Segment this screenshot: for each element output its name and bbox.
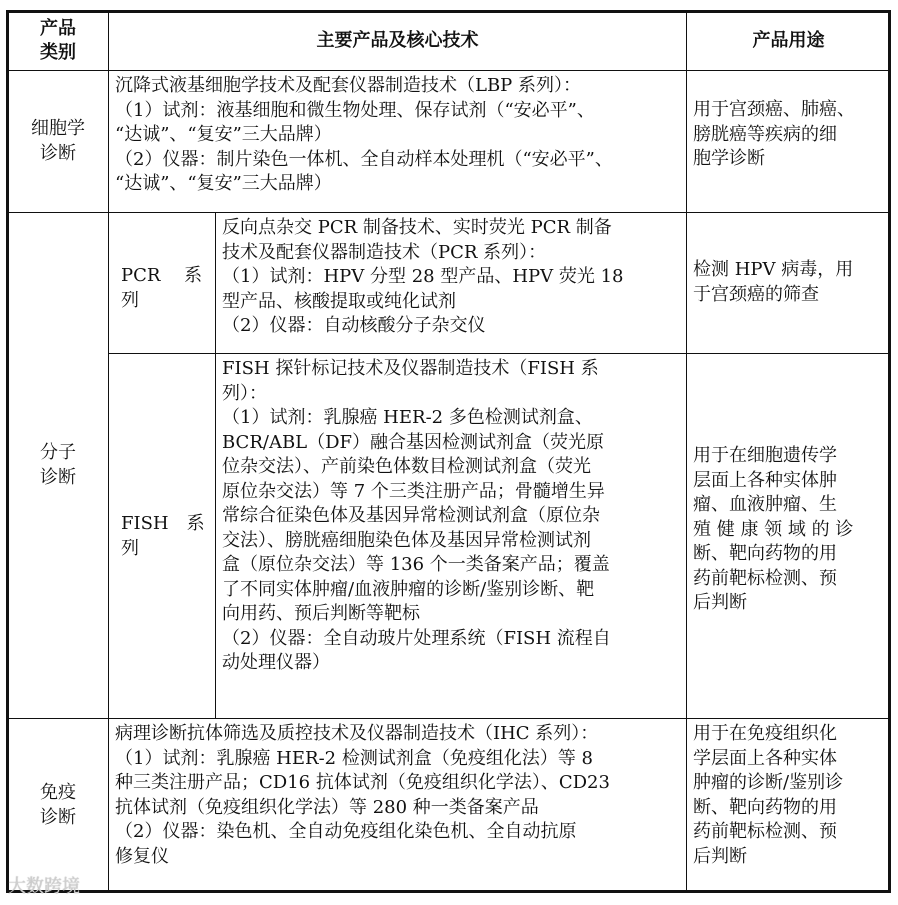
pcr-products (215, 212, 687, 354)
cytology-category (7, 70, 109, 213)
text-line: 原位杂交法）等 7 个三类注册产品；骨髓增生异 (222, 480, 605, 502)
text-line: 类别 (40, 42, 76, 63)
text-line: 层面上各种实体肿 (693, 469, 837, 491)
header-usage-text: 产品用途 (752, 29, 825, 51)
text-line: 诊断 (40, 806, 76, 828)
header-usage (686, 11, 891, 71)
text-line: 细胞学 (31, 118, 85, 139)
text-line: 种三类注册产品；CD16 抗体试剂（免疫组织化学法）、CD23 (115, 772, 610, 793)
text-line: 盒（原位杂交法）等 136 个一类备案产品；覆盖 (222, 554, 610, 575)
text-line: 断、靶向药物的用 (693, 796, 837, 818)
fish-products (215, 353, 687, 719)
text-line: 病理诊断抗体筛选及质控技术及仪器制造技术（IHC 系列）： (115, 723, 599, 744)
text-line: 位杂交法）、产前染色体数目检测试剂盒（荧光 (222, 456, 591, 477)
text-line: 抗体试剂（免疫组织化学法）等 280 种一类备案产品 (115, 796, 539, 818)
text-line: 交法）、膀胱癌细胞染色体及基因异常检测试剂 (222, 529, 591, 551)
text-line: 技术及配套仪器制造技术（PCR 系列）： (222, 241, 547, 263)
text-line: 断、靶向药物的用 (693, 543, 837, 564)
text-line: 列 (121, 289, 139, 311)
text-line: 于宫颈癌的筛查 (693, 283, 819, 305)
text-line: 用于在细胞遗传学 (693, 445, 837, 466)
cytology-products (108, 70, 687, 213)
text-line: 免疫 (40, 782, 76, 803)
immuno-usage (686, 718, 891, 893)
text-line: 药前靶标检测、预 (693, 567, 837, 589)
cytology-usage (686, 70, 891, 213)
text-line: 反向点杂交 PCR 制备技术、实时荧光 PCR 制备 (222, 217, 612, 238)
text-line: （2）仪器：全自动玻片处理系统（FISH 流程自 (222, 627, 611, 649)
text-line: 动处理仪器） (222, 652, 330, 673)
text-line: 学层面上各种实体 (693, 747, 837, 769)
text-line: BCR/ABL（DF）融合基因检测试剂盒（荧光原 (222, 431, 605, 453)
molecular-category (7, 212, 109, 719)
header-products (108, 11, 687, 71)
text-line: 列 (121, 537, 139, 559)
text-line: PCR 系 (121, 265, 203, 286)
immuno-category (7, 718, 109, 893)
text-line: （1）试剂：液基细胞和微生物处理、保存试剂（“安必平”、 (115, 99, 595, 121)
text-line: 修复仪 (115, 845, 169, 867)
text-line: 用于宫颈癌、肺癌、 (693, 99, 855, 120)
pcr-subcategory (108, 212, 216, 354)
text-line: （2）仪器：制片染色一体机、全自动样本处理机（“安必平”、 (115, 148, 613, 170)
text-line: （1）试剂：乳腺癌 HER-2 多色检测试剂盒、 (222, 407, 593, 428)
text-line: FISH 系 (121, 513, 205, 534)
text-line: 了不同实体肿瘤/血液肿瘤的诊断/鉴别诊断、靶 (222, 578, 595, 600)
text-line: 沉降式液基细胞学技术及配套仪器制造技术（LBP 系列）： (115, 75, 582, 96)
text-line: 型产品、核酸提取或纯化试剂 (222, 290, 456, 312)
text-line: 后判断 (693, 845, 747, 867)
immuno-products (108, 718, 687, 893)
header-products-text: 主要产品及核心技术 (316, 29, 479, 51)
text-line: 瘤、血液肿瘤、生 (693, 494, 837, 515)
text-line: “达诚”、“复安”三大品牌） (115, 124, 332, 145)
text-line: 检测 HPV 病毒，用 (693, 259, 854, 280)
text-line: 肿瘤的诊断/鉴别诊 (693, 772, 844, 793)
text-line: 分子 (40, 442, 76, 463)
text-line: 后判断 (693, 592, 747, 613)
text-line: 常综合征染色体及基因异常检测试剂盒（原位杂 (222, 505, 600, 526)
text-line: 诊断 (40, 466, 76, 488)
text-line: FISH 探针标记技术及仪器制造技术（FISH 系 (222, 358, 599, 379)
text-line: “达诚”、“复安”三大品牌） (115, 173, 332, 194)
header-category (7, 11, 109, 71)
text-line: 产品 (40, 17, 76, 39)
text-line: 诊断 (40, 142, 76, 164)
text-line: （1）试剂：乳腺癌 HER-2 检测试剂盒（免疫组化法）等 8 (115, 747, 593, 769)
text-line: （2）仪器：自动核酸分子杂交仪 (222, 315, 486, 336)
fish-usage (686, 353, 891, 719)
text-line: （1）试剂：HPV 分型 28 型产品、HPV 荧光 18 (222, 266, 624, 287)
watermark: 大数跨境 (8, 876, 80, 897)
text-line: 药前靶标检测、预 (693, 821, 837, 842)
fish-subcategory (108, 353, 216, 719)
text-line: （2）仪器：染色机、全自动免疫组化染色机、全自动抗原 (115, 821, 577, 842)
text-line: 殖 健 康 领 域 的 诊 (693, 518, 854, 540)
text-line: 向用药、预后判断等靶标 (222, 603, 420, 624)
pcr-usage (686, 212, 891, 354)
text-line: 膀胱癌等疾病的细 (693, 123, 837, 145)
text-line: 胞学诊断 (693, 148, 765, 169)
text-line: 列）： (222, 382, 267, 404)
text-line: 用于在免疫组织化 (693, 723, 837, 744)
